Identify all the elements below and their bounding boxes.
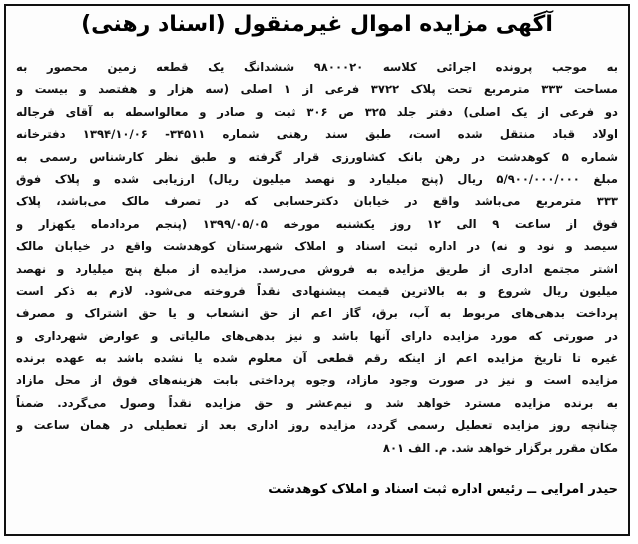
- notice-line: فوق از ساعت ۹ الی ۱۲ روز یکشنبه مورخه ۱۳۹۹/۰۵/۰۵ (پنجم مردادماه یکهزار و: [16, 216, 618, 231]
- notice-box: [4, 4, 630, 536]
- notice-line: به برنده مزایده مسترد خواهد شد و نیم‌عشر و حق مزایده نقداً وصول می‌گردد. ضمناً: [16, 395, 618, 410]
- notice-signature: حیدر امرایی ــ رئیس اداره ثبت اسناد و املاک کوهدشت: [268, 482, 618, 497]
- notice-line: میلیون ریال شروع و به بالاترین قیمت پیشنهادی نقداً فروخته می‌شود. لازم به ذکر است: [16, 283, 618, 298]
- notice-line: مزایده است و نیز در صورت وجود مازاد، وجوه پرداختی بابت هزینه‌های فوق از محل مازاد: [16, 373, 618, 388]
- notice-line: سیصد و نود و نه) در اداره ثبت اسناد و املاک شهرستان کوهدشت واقع در خیابان مالک: [16, 239, 618, 254]
- notice-line: اولاد قباد منتقل شده است، طبق سند رهنی شماره ۳۴۵۱۱- ۱۳۹۴/۱۰/۰۶ دفترخانه: [16, 127, 618, 142]
- notice-line: ۳۳۳ مترمربع می‌باشد واقع در خیابان دکترحسابی که در تصرف مالک می‌باشد، پلاک: [16, 194, 618, 209]
- notice-line: دو فرعی از یک اصلی) دفتر جلد ۳۲۵ ص ۳۰۶ ثبت و صادر و معالواسطه به آقای فرجاله: [16, 104, 618, 119]
- notice-line: چنانچه روز مزایده تعطیل رسمی گردد، مزایده روز اداری بعد از تعطیلی در همان ساعت و: [16, 418, 618, 433]
- notice-title: آگهی مزایده اموال غیرمنقول (اسناد رهنی): [81, 12, 553, 37]
- notice-line: شماره ۵ کوهدشت در رهن بانک کشاورزی قرار گرفته و طبق نظر کارشناس رسمی به: [16, 149, 618, 164]
- notice-line: به موجب پرونده اجرائی کلاسه ۹۸۰۰۰۲۰ ششدانگ یک قطعه زمین محصور به: [16, 60, 618, 74]
- notice-line: اشتر مجتمع اداری از طریق مزایده به فروش می‌رسد. مزایده از مبلغ پنج میلیارد و نهصد: [16, 261, 618, 276]
- notice-line: مبلغ ۵/۹۰۰/۰۰۰/۰۰۰ ریال (پنج میلیارد و نهصد میلیون ریال) ارزیابی شده و پلاک فوق: [16, 171, 618, 186]
- notice-line: در صورتی که مورد مزایده دارای آنها باشد و نیز بدهی‌های مالیاتی و عوارض شهرداری و: [16, 328, 618, 343]
- notice-line: مکان مقرر برگزار خواهد شد. م. الف ۸۰۱: [382, 440, 618, 455]
- notice-line: مساحت ۳۳۳ مترمربع تحت پلاک ۳۷۲۲ فرعی از ۱ اصلی (سه هزار و هفتصد و بیست و: [16, 82, 618, 97]
- notice-line: پرداخت بدهی‌های مربوط به آب، برق، گاز اعم از حق انشعاب و یا حق اشتراک و مصرف: [16, 306, 618, 321]
- notice-line: غیره تا تاریخ مزایده اعم از اینکه رقم قطعی آن معلوم شده یا نشده باشد به عهده برنده: [16, 351, 618, 366]
- notice-body: [16, 56, 618, 459]
